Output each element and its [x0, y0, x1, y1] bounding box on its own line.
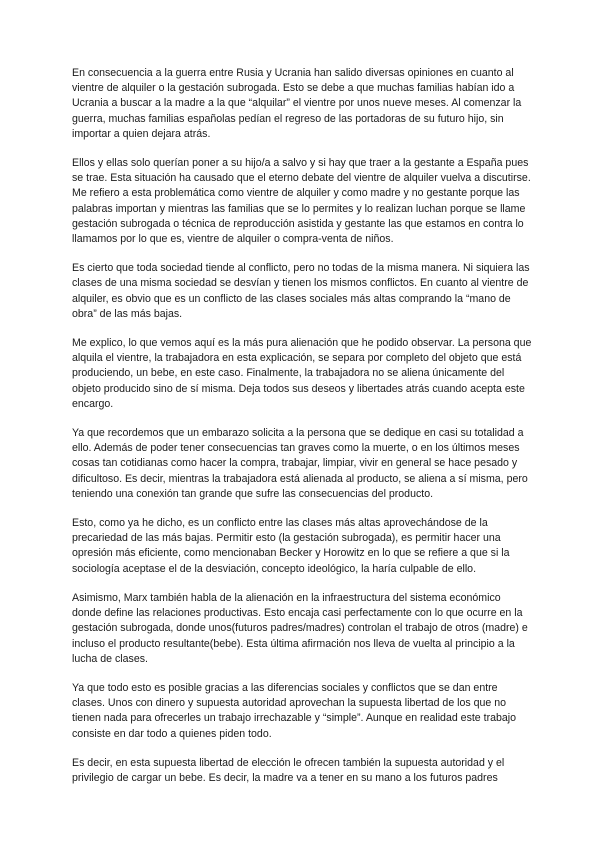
- paragraph-5: Ya que recordemos que un embarazo solicita a la persona que se dedique en casi su totalidad a ello. Además de poder tener consecuencias tan graves como la muerte, o en los últimos meses cosas tan cotidianas como hacer la compra, trabajar, limpiar, vivir en general se hace pesado y dificultoso. Es decir, mientras la trabajadora está alienada al producto, se aliena a sí misma, pero teniendo una conexión tan grande que sufre las consecuencias del producto.: [72, 427, 528, 500]
- paragraph-7: Asimismo, Marx también habla de la alienación en la infraestructura del sistema económico donde define las relaciones productivas. Esto encaja casi perfectamente con lo que ocurre en la gestación subrogada, donde unos(futuros padres/madres) controlan el trabajo de otros (madre) e incluso el producto resultante(bebe). Esta última afirmación nos lleva de vuelta al principio a la lucha de clases.: [72, 591, 528, 665]
- paragraph-6: Esto, como ya he dicho, es un conflicto entre las clases más altas aprovechándose de la precariedad de las más bajas. Permitir esto (la gestación subrogada), es permitir hacer una opresión más eficiente, como mencionaban Becker y Horowitz en lo que se refiere a que si la sociología aceptase el de la desviación, concepto ideológico, la haría culpable de ello.: [72, 517, 510, 575]
- document-page: [72, 66, 532, 800]
- paragraph-8: Ya que todo esto es posible gracias a las diferencias sociales y conflictos que se dan entre clases. Unos con dinero y supuesta autoridad aprovechan la supuesta libertad de los que no tienen nada para ofrecerles un trabajo irrechazable y “simple”. Aunque en realidad este trabajo consiste en dar todo a quienes piden todo.: [72, 681, 517, 740]
- paragraph-9: Es decir, en esta supuesta libertad de elección le ofrecen también la supuesta autoridad y el privilegio de cargar un bebe. Es decir, la madre va a tener en su mano a los futuros padres: [72, 756, 505, 784]
- paragraph-3: Es cierto que toda sociedad tiende al conflicto, pero no todas de la misma manera. Ni siquiera las clases de una misma sociedad se desvían y tienen los mismos conflictos. En cuanto al vientre de alquiler, es obvio que es un conflicto de las clases sociales más altas comprando la “mano de obra” de las más bajas.: [72, 262, 530, 320]
- paragraph-4: Me explico, lo que vemos aquí es la más pura alienación que he podido observar. La persona que alquila el vientre, la trabajadora en esta explicación, se separa por completo del objeto que está produciendo, un bebe, en este caso. Finalmente, la trabajadora no se aliena únicamente del objeto producido sino de sí misma. Deja todos sus deseos y libertades atrás cuando acepta este encargo.: [72, 337, 532, 410]
- paragraph-2: Ellos y ellas solo querían poner a su hijo/a a salvo y si hay que traer a la gestante a España pues se trae. Esta situación ha causado que el eterno debate del vientre de alquiler vuelva a discutirse. Me refiero a esta problemática como vientre de alquiler y como madre y no gestante porque las palabras importan y mientras las familias que se lo permites y lo realizan luchan porque se llame gestación subrogada o técnica de reproducción asistida y gestante las que estamos en contra lo llamamos por lo que es, vientre de alquiler o compra-venta de niños.: [72, 157, 531, 246]
- paragraph-1: En consecuencia a la guerra entre Rusia y Ucrania han salido diversas opiniones en cuanto al vientre de alquiler o la gestación subrogada. Esto se debe a que muchas familias habían ido a Ucrania a buscar a la madre a la que “alquilar” el vientre por unos nueve meses. Al comenzar la guerra, muchas familias españolas pedían el regreso de las portadoras de su futuro hijo, sin importar a quien dejara atrás.: [72, 67, 522, 140]
